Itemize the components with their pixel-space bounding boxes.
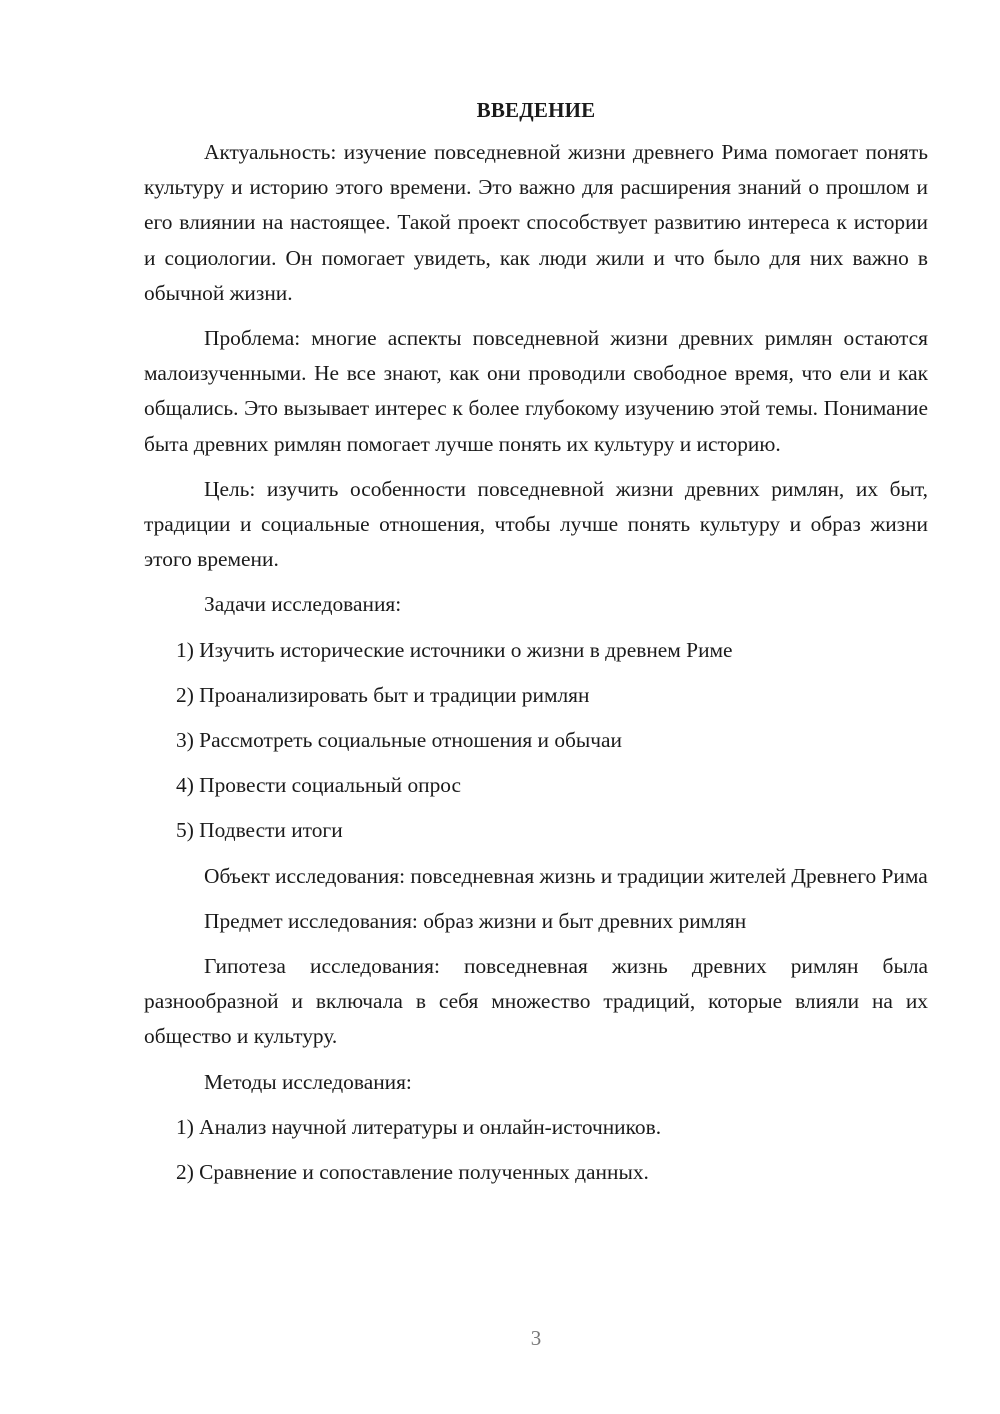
list-item: 3) Рассмотреть социальные отношения и обычаи xyxy=(176,728,622,753)
list-item: 1) Изучить исторические источники о жизни в древнем Риме xyxy=(176,637,733,662)
document-page xyxy=(144,95,928,1200)
list-item: 2) Проанализировать быт и традиции римлян xyxy=(176,682,590,707)
relevance-paragraph: Актуальность: изучение повседневной жизни древнего Рима помогает понять культуру и историю этого времени. Это важно для расширения знаний о прошлом и его влиянии на настоящее. Такой проект способствует развитию интереса к истории и социологии. Он помогает увидеть, как люди жили и что было для них важно в обычной жизни. xyxy=(144,140,928,305)
methods-list xyxy=(144,1110,928,1190)
list-item: 4) Провести социальный опрос xyxy=(176,773,462,798)
page-number: 3 xyxy=(530,1326,542,1350)
methods-heading: Методы исследования: xyxy=(204,1069,412,1094)
goal-paragraph: Цель: изучить особенности повседневной жизни древних римлян, их быт, традиции и социальные отношения, чтобы лучше понять культуру и образ жизни этого времени. xyxy=(144,476,928,572)
page-title: ВВЕДЕНИЕ xyxy=(476,98,596,122)
subject-paragraph: Предмет исследования: образ жизни и быт древних римлян xyxy=(204,908,747,933)
list-item: 2) Сравнение и сопоставление полученных данных. xyxy=(176,1160,649,1185)
problem-paragraph: Проблема: многие аспекты повседневной жизни древних римлян остаются малоизученными. Не все знают, как они проводили свободное время, что ели и как общались. Это вызывает интерес к более глубокому изучению этой темы. Понимание быта древних римлян помогает лучше понять их культуру и историю. xyxy=(144,326,928,456)
tasks-list xyxy=(144,633,928,849)
hypothesis-paragraph: Гипотеза исследования: повседневная жизнь древних римлян была разнообразной и включала в себя множество традиций, которые влияли на их общество и культуру. xyxy=(144,954,928,1049)
list-item: 5) Подвести итоги xyxy=(176,818,343,843)
list-item: 1) Анализ научной литературы и онлайн-источников. xyxy=(176,1114,662,1139)
object-paragraph: Объект исследования: повседневная жизнь и традиции жителей Древнего Рима xyxy=(204,863,928,888)
tasks-heading: Задачи исследования: xyxy=(204,592,402,617)
